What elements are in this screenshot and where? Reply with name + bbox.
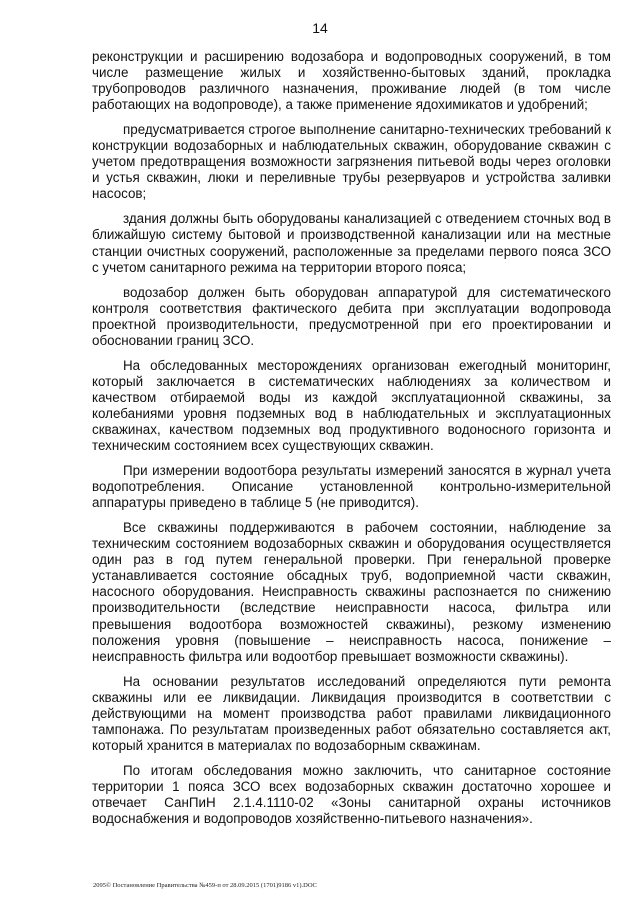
paragraph-3: здания должны быть оборудованы канализацией с отведением сточных вод в ближайшую систему бытовой и производственной канализации или на местные станции очистных сооружений, расположенные за пределами первого пояса ЗСО с учетом санитарного режима на территории второго пояса; [92,211,611,275]
paragraph-9: По итогам обследования можно заключить, что санитарное состояние территории 1 пояса ЗСО всех водозаборных скважин достаточно хорошее и отвечает СанПиН 2.1.4.1110-02 «Зоны санитарной охраны источников водоснабжения и водопроводов хозяйственно-питьевого назначения». [92,762,611,827]
paragraph-4: водозабор должен быть оборудован аппаратурой для систематического контроля соответствия фактического дебита при эксплуатации водопровода проектной производительности, предусмотренной при его проектировании и обосновании границ ЗСО. [92,284,611,348]
paragraph-5: На обследованных месторождениях организован ежегодный мониторинг, который заключается в систематических наблюдениях за количеством и качеством отбираемой воды из каждой эксплуатационной скважины, за колебаниями уровня подземных вод в наблюдательных и эксплуатационных скважинах, качеством подземных вод продуктивного водоносного горизонта и техническим состоянием всех существующих скважин. [92,357,611,454]
paragraph-2: предусматривается строгое выполнение санитарно-технических требований к конструкции водозаборных и наблюдательных скважин, оборудование скважин с учетом предотвращения возможности загрязнения питьевой воды через оголовки и устья скважин, люки и переливные трубы резервуаров и устройства заливки насосов; [92,122,611,202]
paragraph-1: реконструкции и расширению водозабора и водопроводных сооружений, в том числе размещение жилых и хозяйственно-бытовых зданий, прокладка трубопроводов различного назначения, проживание людей (в том числе работающих на водопроводе), а также применение ядохимикатов и удобрений; [92,49,611,113]
paragraph-8: На основании результатов исследований определяются пути ремонта скважины или ее ликвидации. Ликвидация производится в соответствии с действующими на момент производства работ правилами ликвидационного тампонажа. По результатам произведенных работ обязательно составляется акт, который хранится в материалах по водозаборным скважинам. [92,673,611,753]
paragraph-7: Все скважины поддерживаются в рабочем состоянии, наблюдение за техническим состоянием водозаборных скважин и оборудования осуществляется один раз в год путем генеральной проверки. При генеральной проверке устанавливается состояние обсадных труб, водоприемной части скважин, насосного оборудования. Неисправность скважины распознается по снижению производительности (вследствие неисправности насоса, фильтра или превышения водоотбора возможностей скважины), резкому изменению положения уровня (повышение – неисправность насоса, понижение – неисправность фильтра или водоотбор превышает возможности скважины). [92,520,611,664]
paragraph-6: При измерении водоотбора результаты измерений заносятся в журнал учета водопотребления. Описание установленной контрольно-измерительной аппаратуры приведено в таблице 5 (не приводится). [92,463,611,511]
page-footer: 2095© Постановление Правительства №459-п от 28.09.2015 (1701)9186 v1).DOC [93,882,317,889]
document-body [92,49,611,836]
page-number: 14 [312,20,328,36]
